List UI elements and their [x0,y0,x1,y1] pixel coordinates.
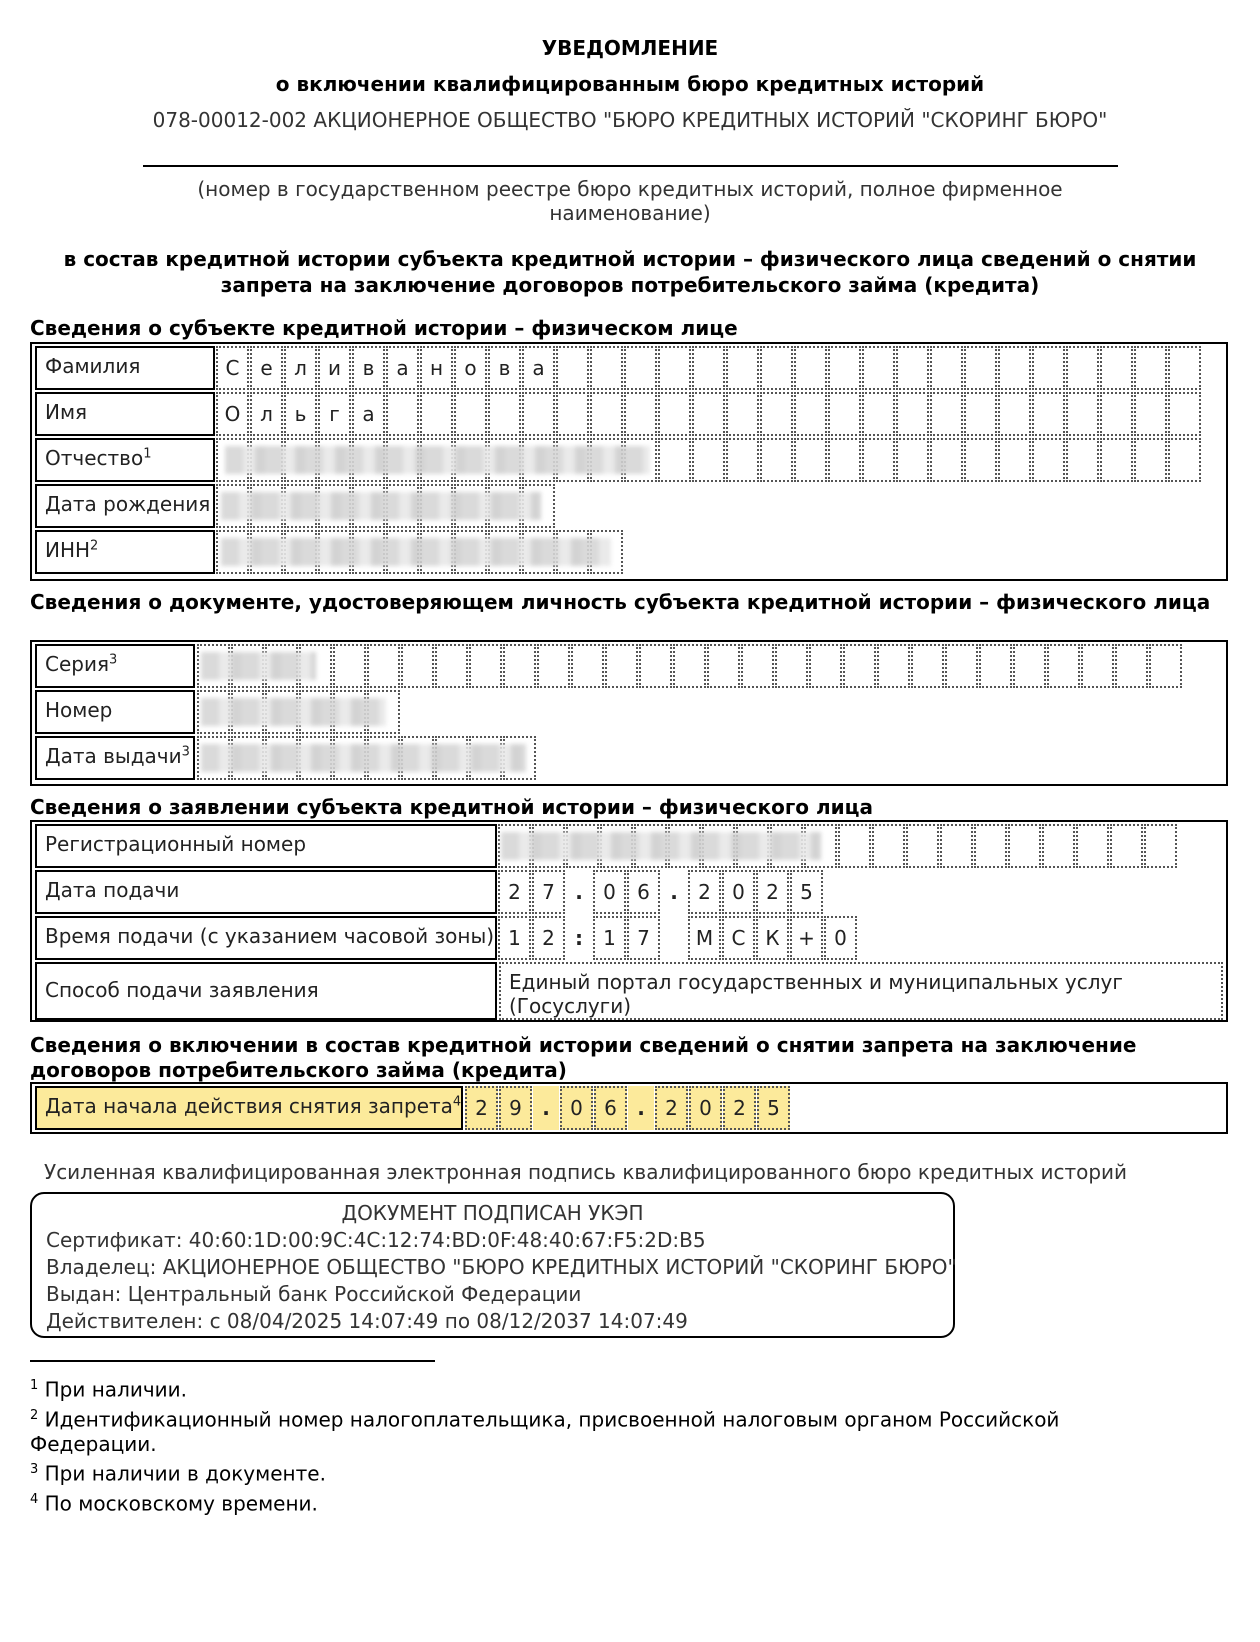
issue-label: Дата выдачи$^3$ [35,736,195,780]
char-cell [726,438,759,482]
char-cell [1032,438,1065,482]
char-cell [760,392,793,436]
name-row [35,392,1223,436]
char-cell [605,644,638,688]
footnote-3: $^3$ При наличии в документе. [30,1461,326,1486]
birth-redacted [221,492,541,520]
char-cell [590,346,623,390]
char-cell [1100,438,1133,482]
time-cells [498,916,858,960]
footnote-2: $^2$ Идентификационный номер налогоплательщика, присвоенной налоговым органом Российской Федерации. [30,1407,1060,1456]
char-cell: С [722,916,755,960]
char-cell [692,438,725,482]
char-cell: 2 [688,870,721,914]
char-cell [692,346,725,390]
name-cells [216,392,1202,436]
person-section-title: Сведения о субъекте кредитной истории – физическом лице [30,316,738,340]
number-label: Номер [35,690,195,734]
char-cell [741,644,774,688]
method-value: Единый портал государственных и муниципальных услуг (Госуслуги) [499,962,1223,1020]
char-cell [794,438,827,482]
char-cell [1047,644,1080,688]
char-cell [1134,346,1167,390]
patronymic-label: Отчество$^1$ [35,438,215,482]
reg-label: Регистрационный номер [35,824,497,868]
char-cell: . [670,880,678,904]
char-cell [1110,824,1143,868]
char-cell [974,824,1007,868]
signature-owner: Владелец: АКЦИОНЕРНОЕ ОБЩЕСТВО "БЮРО КРЕДИТНЫХ ИСТОРИЙ "СКОРИНГ БЮРО" [46,1255,957,1279]
char-cell: 5 [757,1086,790,1130]
signature-issuer: Выдан: Центральный банк Российской Федерации [46,1282,582,1306]
char-cell: 0 [560,1086,593,1130]
char-cell [862,392,895,436]
start-label: Дата начала действия снятия запрета$^4$ [35,1086,463,1130]
char-cell [896,438,929,482]
doc-subject: в состав кредитной истории субъекта кредитной истории – физического лица сведений о снятии запрета на заключение договоров потребительского займа (кредита) [63,247,1197,297]
char-cell [1144,824,1177,868]
char-cell [1168,438,1201,482]
char-cell [828,438,861,482]
char-cell [1032,392,1065,436]
char-cell [590,392,623,436]
document-table [30,640,1228,786]
char-cell: 7 [532,870,565,914]
start-cells [465,1086,791,1130]
surname-label: Фамилия [35,346,215,390]
char-cell [760,346,793,390]
char-cell [1066,346,1099,390]
char-cell [877,644,910,688]
time-row [35,916,1223,960]
issue-redacted [201,744,526,772]
number-row [35,690,1223,734]
char-cell [1100,392,1133,436]
birth-label: Дата рождения [35,484,215,528]
char-cell [930,438,963,482]
char-cell [964,392,997,436]
inclusion-table [30,1082,1228,1134]
char-cell [930,392,963,436]
char-cell [658,346,691,390]
series-label: Серия$^3$ [35,644,195,688]
char-cell [420,392,453,436]
reg-row [35,824,1223,868]
bureau-caption: (номер в государственном реестре бюро кредитных историй, полное фирменное наименование) [197,177,1063,225]
char-cell [1066,392,1099,436]
char-cell [998,392,1031,436]
char-cell [872,824,905,868]
char-cell: 6 [594,1086,627,1130]
char-cell [401,644,434,688]
signature-validity: Действителен: с 08/04/2025 14:07:49 по 08/12/2037 14:07:49 [46,1309,688,1333]
inn-redacted [221,538,611,566]
char-cell [1076,824,1109,868]
series-redacted [201,652,316,680]
date-cells [498,870,824,914]
bureau-underline [143,165,1118,167]
char-cell: 0 [689,1086,722,1130]
char-cell: 0 [824,916,857,960]
char-cell [1168,346,1201,390]
char-cell [454,392,487,436]
inn-label: ИНН$^2$ [35,530,215,574]
start-row [35,1086,1223,1130]
char-cell: 2 [465,1086,498,1130]
char-cell [964,438,997,482]
char-cell [940,824,973,868]
signature-certificate: Сертификат: 40:60:1D:00:9C:4C:12:74:BD:0F:48:40:67:F5:2D:B5 [46,1228,706,1252]
char-cell [658,438,691,482]
char-cell: 9 [499,1086,532,1130]
char-cell [998,346,1031,390]
char-cell [624,346,657,390]
char-cell [469,644,502,688]
application-section-title: Сведения о заявлении субъекта кредитной истории – физического лица [30,795,873,819]
char-cell [862,438,895,482]
char-cell [896,392,929,436]
surname-cells [216,346,1202,390]
birth-row [35,484,1223,528]
footnote-divider [30,1360,435,1362]
person-table [30,342,1228,581]
patronymic-row [35,438,1223,482]
char-cell [571,644,604,688]
char-cell [692,392,725,436]
bureau-name: 078-00012-002 АКЦИОНЕРНОЕ ОБЩЕСТВО "БЮРО КРЕДИТНЫХ ИСТОРИЙ "СКОРИНГ БЮРО" [152,108,1108,132]
date-label: Дата подачи [35,870,497,914]
doc-title: УВЕДОМЛЕНИЕ [541,36,719,60]
char-cell [556,392,589,436]
char-cell: 1 [593,916,626,960]
signature-stamp [30,1192,955,1338]
patronymic-redacted [225,446,650,474]
char-cell [726,392,759,436]
method-label: Способ подачи заявления [35,962,497,1020]
char-cell [556,346,589,390]
char-cell: 5 [790,870,823,914]
char-cell: . [628,1086,654,1130]
char-cell: 6 [627,870,660,914]
char-cell [828,392,861,436]
char-cell: о [454,346,487,390]
char-cell [1032,346,1065,390]
char-cell [1100,346,1133,390]
char-cell [809,644,842,688]
char-cell [488,392,521,436]
char-cell: а [386,346,419,390]
char-cell [624,392,657,436]
char-cell [1081,644,1114,688]
char-cell [838,824,871,868]
char-cell [843,644,876,688]
signature-caption: Усиленная квалифицированная электронная подпись квалифицированного бюро кредитных историй [44,1160,1128,1184]
char-cell [979,644,1012,688]
char-cell [1115,644,1148,688]
char-cell [386,392,419,436]
inn-row [35,530,1223,574]
doc-subtitle: о включении квалифицированным бюро кредитных историй [275,72,985,96]
char-cell: + [790,916,823,960]
date-row [35,870,1223,914]
char-cell [794,346,827,390]
char-cell: 0 [722,870,755,914]
char-cell: 0 [593,870,626,914]
char-cell: н [420,346,453,390]
char-cell [537,644,570,688]
char-cell: : [575,926,583,950]
char-cell: л [284,346,317,390]
name-label: Имя [35,392,215,436]
char-cell [998,438,1031,482]
char-cell: . [533,1086,559,1130]
char-cell: л [250,392,283,436]
char-cell [1066,438,1099,482]
char-cell: М [688,916,721,960]
char-cell: 1 [498,916,531,960]
footnote-4: $^4$ По московскому времени. [30,1491,318,1516]
char-cell: 2 [655,1086,688,1130]
char-cell: К [756,916,789,960]
char-cell [1149,644,1182,688]
char-cell [707,644,740,688]
char-cell [639,644,672,688]
char-cell [945,644,978,688]
char-cell: а [522,346,555,390]
char-cell [964,346,997,390]
char-cell [726,346,759,390]
application-table [30,820,1228,1022]
char-cell [658,392,691,436]
char-cell [522,392,555,436]
series-cells [197,644,1183,688]
time-label: Время подачи (с указанием часовой зоны) [35,916,497,960]
document-section-title: Сведения о документе, удостоверяющем личность субъекта кредитной истории – физического лица [30,590,1211,614]
char-cell [503,644,536,688]
char-cell [661,916,687,960]
char-cell [906,824,939,868]
char-cell: 7 [627,916,660,960]
char-cell [930,346,963,390]
char-cell: ь [284,392,317,436]
char-cell: е [250,346,283,390]
char-cell [896,346,929,390]
char-cell: в [352,346,385,390]
signature-heading: ДОКУМЕНТ ПОДПИСАН УКЭП [341,1201,644,1225]
char-cell [775,644,808,688]
char-cell [794,392,827,436]
char-cell [828,346,861,390]
char-cell: 2 [756,870,789,914]
series-row [35,644,1223,688]
footnote-1: $^1$ При наличии. [30,1377,188,1402]
surname-row [35,346,1223,390]
char-cell: 2 [723,1086,756,1130]
char-cell [1008,824,1041,868]
char-cell: а [352,392,385,436]
reg-redacted [501,832,821,860]
char-cell [1134,438,1167,482]
number-redacted [201,698,386,726]
issue-row [35,736,1223,780]
method-row [35,962,1223,1020]
char-cell [673,644,706,688]
inclusion-section-title: Сведения о включении в состав кредитной истории сведений о снятии запрета на заключение договоров потребительского займа (кредита) [30,1033,1137,1082]
char-cell: г [318,392,351,436]
char-cell: 2 [498,870,531,914]
char-cell: О [216,392,249,436]
char-cell [1013,644,1046,688]
char-cell: . [575,880,583,904]
char-cell: и [318,346,351,390]
char-cell: 2 [532,916,565,960]
char-cell [862,346,895,390]
char-cell [1168,392,1201,436]
char-cell: в [488,346,521,390]
char-cell: С [216,346,249,390]
char-cell [367,644,400,688]
char-cell [1042,824,1075,868]
char-cell [1134,392,1167,436]
char-cell [435,644,468,688]
char-cell [760,438,793,482]
char-cell [333,644,366,688]
char-cell [911,644,944,688]
